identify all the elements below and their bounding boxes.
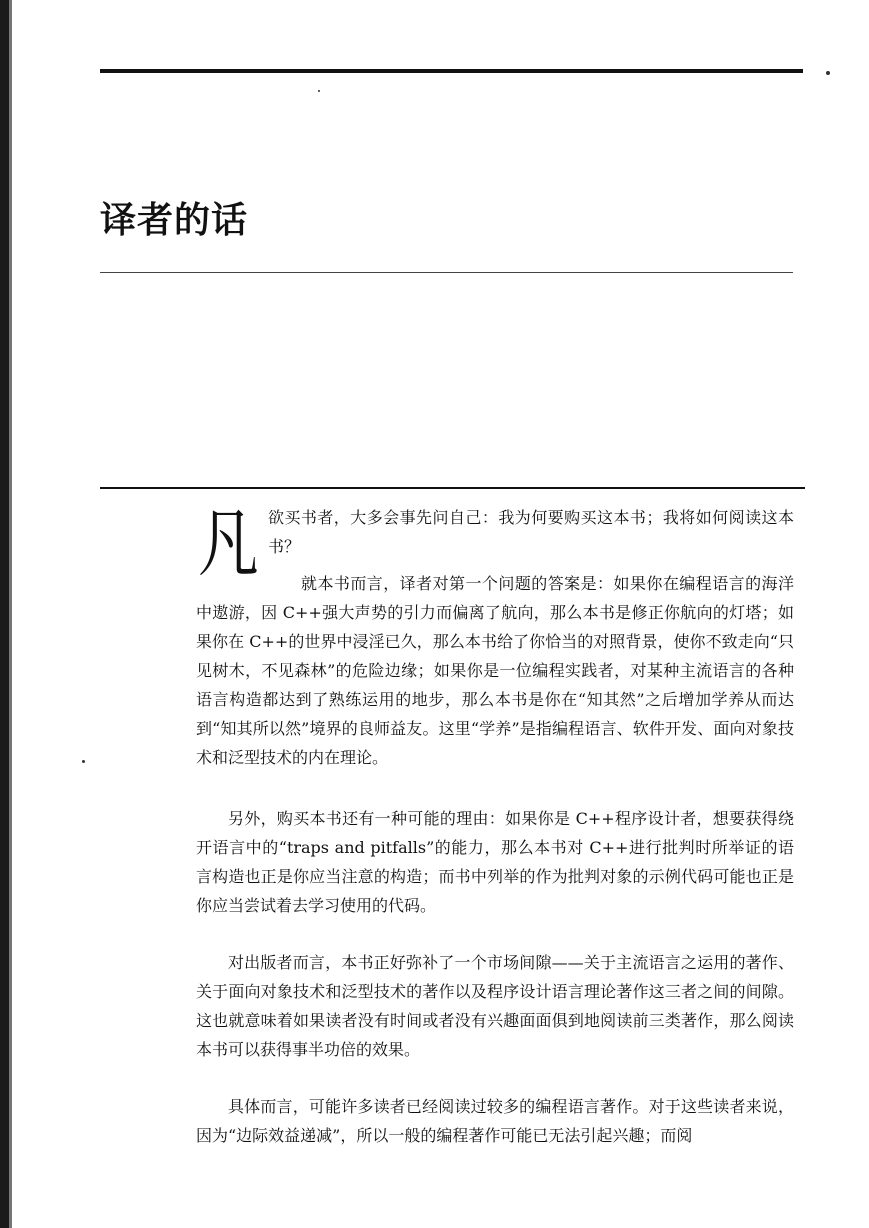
paragraph-1: 欲买书者，大多会事先问自己：我为何要购买这本书；我将如何阅读这本书？: [268, 508, 794, 556]
opening-block: [196, 501, 794, 587]
page-title: 译者的话: [100, 200, 249, 241]
drop-cap: 凡: [198, 501, 259, 587]
paragraph-5: 具体而言，可能许多读者已经阅读过较多的编程语言著作。对于这些读者来说，因为“边际效益递减”，所以一般的编程著作可能已无法引起兴趣；而阅: [196, 1097, 794, 1145]
paragraph-3: 另外，购买本书还有一种可能的理由：如果你是 C++程序设计者，想要获得绕开语言中的“traps and pitfalls”的能力，那么本书对 C++进行批判时所举证的语言构造也正是你应当注意的构造；而书中列举的作为批判对象的示例代码可能也正是你应当尝试着去学习使用的代码。: [196, 809, 794, 915]
scan-speck: [82, 760, 85, 763]
section-rule: [100, 487, 805, 489]
scan-speck: [826, 71, 830, 75]
scan-left-edge: [0, 0, 9, 1228]
paragraph-2: 就本书而言，译者对第一个问题的答案是：如果你在编程语言的海洋中遨游，因 C++强大声势的引力而偏离了航向，那么本书是修正你航向的灯塔；如果你在 C++的世界中浸淫已久，那么本书给了你恰当的对照背景，使你不致走向“只见树木，不见森林”的危险边缘；如果你是一位编程实践者，对某种主流语言的各种语言构造都达到了熟练运用的地步，那么本书是你在“知其然”之后增加学养从而达到“知其所以然”境界的良师益友。这里“学养”是指编程语言、软件开发、面向对象技术和泛型技术的内在理论。: [196, 574, 794, 767]
header-rule-thick: [100, 69, 803, 73]
title-rule-thin: [100, 272, 793, 273]
paragraph-4: 对出版者而言，本书正好弥补了一个市场间隙——关于主流语言之运用的著作、关于面向对象技术和泛型技术的著作以及程序设计语言理论著作这三者之间的间隙。这也就意味着如果读者没有时间或者没有兴趣面面俱到地阅读前三类著作，那么阅读本书可以获得事半功倍的效果。: [196, 953, 794, 1059]
scan-left-shadow: [9, 0, 12, 1228]
body-text: [196, 503, 794, 1150]
scan-speck: [318, 90, 320, 92]
